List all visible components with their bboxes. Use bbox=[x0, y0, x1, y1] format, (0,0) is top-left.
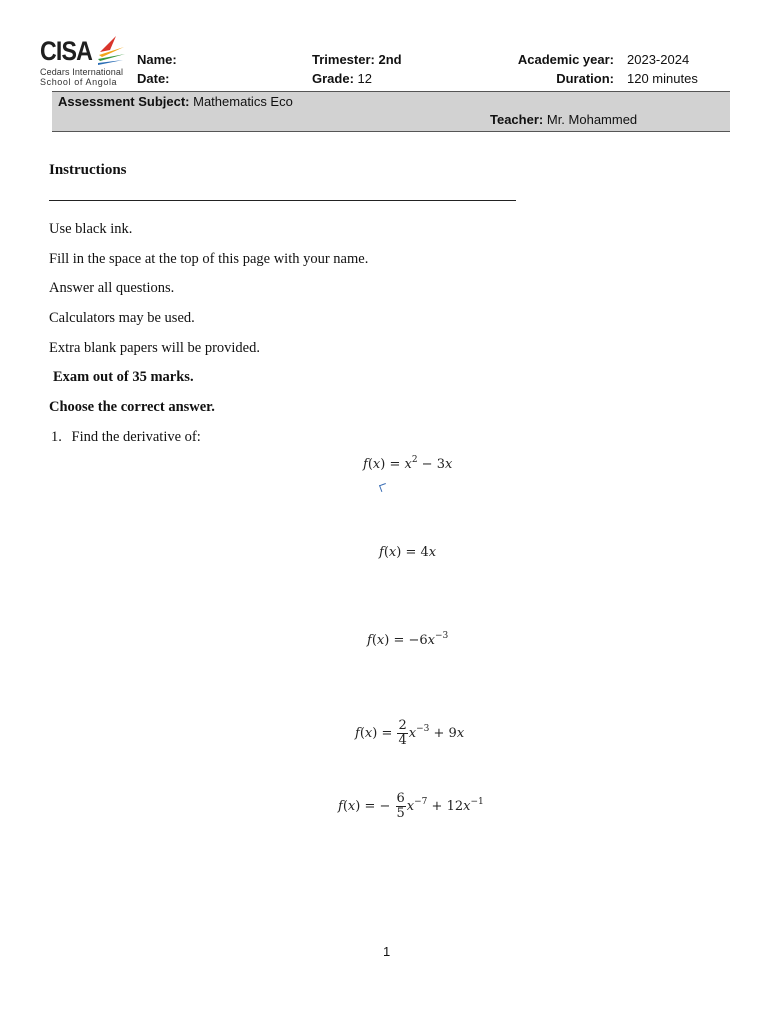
teacher-field bbox=[490, 112, 637, 128]
formula-4: f(x) = $\frac{2}{4}$ $x^{-3} + 9x$ bbox=[355, 718, 465, 748]
date-label: Date: bbox=[137, 71, 170, 86]
duration-label: Duration: bbox=[556, 71, 614, 86]
logo-subtitle-line1: Cedars International bbox=[40, 67, 124, 77]
instruction-line: Fill in the space at the top of this page with your name. bbox=[49, 251, 369, 267]
question-text: Find the derivative of: bbox=[71, 429, 201, 445]
question-1 bbox=[51, 428, 201, 446]
page-number: 1 bbox=[383, 944, 391, 959]
duration-value: 120 minutes bbox=[627, 71, 698, 86]
instruction-line: Answer all questions. bbox=[49, 280, 175, 296]
trimester-label: Trimester: 2nd bbox=[312, 52, 402, 67]
formula-2: f(x) = 4x bbox=[379, 545, 437, 560]
formula-5: f(x) = − $\frac{6}{5}$ $x^{-7} + 12x^{-1}$ bbox=[338, 791, 484, 821]
subject-label: Assessment Subject: bbox=[58, 94, 190, 109]
subject-field bbox=[58, 94, 293, 110]
formula-3: $f(x) = -6x^{-3}$ bbox=[367, 631, 449, 648]
instructions-divider bbox=[49, 200, 516, 201]
instruction-line: Extra blank papers will be provided. bbox=[49, 340, 260, 356]
choose-answer-note: Choose the correct answer. bbox=[49, 399, 215, 415]
grade-field bbox=[312, 71, 372, 87]
fraction: $\frac{6}{5}$ bbox=[396, 791, 405, 821]
academic-year-value: 2023-2024 bbox=[627, 52, 690, 67]
question-number: 1. bbox=[51, 429, 62, 445]
fraction: $\frac{2}{4}$ bbox=[398, 718, 407, 748]
formula-1: $f(x) = x^2 - 3x$ bbox=[363, 455, 453, 472]
instruction-line: Calculators may be used. bbox=[49, 310, 195, 326]
teacher-label: Teacher: bbox=[490, 112, 544, 127]
instructions-heading: Instructions bbox=[49, 162, 127, 178]
logo-swoosh-icon bbox=[98, 36, 125, 65]
subject-value: Mathematics Eco bbox=[193, 94, 293, 109]
name-label: Name: bbox=[137, 52, 177, 67]
total-marks-note: Exam out of 35 marks. bbox=[53, 369, 194, 385]
logo-subtitle-line2: School of Angola bbox=[40, 77, 118, 87]
instruction-line: Use black ink. bbox=[49, 221, 133, 237]
ink-mark bbox=[379, 483, 388, 492]
grade-value: 12 bbox=[357, 71, 372, 86]
teacher-value: Mr. Mohammed bbox=[546, 112, 638, 127]
grade-label: Grade: bbox=[312, 71, 354, 86]
logo-wordmark: CISA bbox=[40, 36, 93, 66]
academic-year-label: Academic year: bbox=[517, 52, 614, 67]
